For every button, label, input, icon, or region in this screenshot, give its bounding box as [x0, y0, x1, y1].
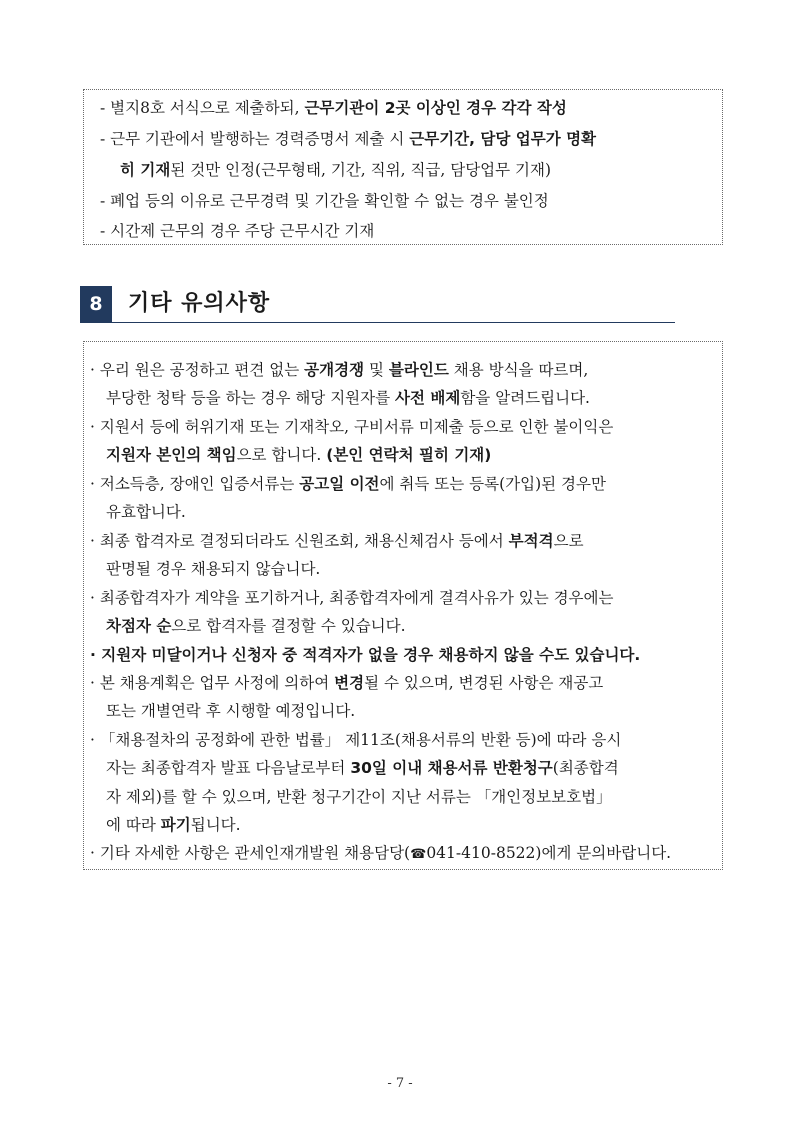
- text: 및: [364, 361, 389, 379]
- box1-line-3: [120, 160, 551, 180]
- text: 에 취득 또는 등록(가입)된 경우만: [379, 475, 606, 493]
- box1-line-1: [100, 98, 567, 118]
- note-2-line-1: · 지원서 등에 허위기재 또는 기재착오, 구비서류 미제출 등으로 인한 불이익은: [90, 418, 614, 436]
- text: 채용 방식을 따르며,: [448, 361, 589, 379]
- text: · 본 채용계획은 업무 사정에 의하여: [90, 674, 335, 692]
- note-8-line-4: [106, 815, 241, 835]
- text: · 저소득층, 장애인 입증서류는: [90, 475, 300, 493]
- note-9: [90, 843, 671, 865]
- page-number: - 7 -: [387, 1076, 413, 1091]
- note-3-line-1: [90, 474, 606, 494]
- note-5-line-1: · 최종합격자가 계약을 포기하거나, 최종합격자에게 결격사유가 있는 경우에는: [90, 589, 614, 607]
- text: (최종합격: [552, 759, 619, 777]
- text: 함을 알려드립니다.: [460, 389, 590, 407]
- text: 됩니다.: [190, 816, 241, 834]
- emphasis: 블라인드: [388, 361, 449, 379]
- phone-number: 041-410-8522: [426, 844, 536, 862]
- note-2-line-2: [106, 445, 491, 465]
- text: 에 따라: [106, 816, 161, 834]
- emphasis: 사전 배제: [395, 389, 461, 407]
- emphasis: 파기: [160, 816, 191, 834]
- section-title: 기타 유의사항: [128, 291, 271, 316]
- emphasis: 지원자 본인의 책임: [106, 446, 237, 464]
- emphasis: 히 기재: [120, 161, 171, 179]
- text: - 별지8호 서식으로 제출하되,: [100, 99, 305, 117]
- note-7-line-2: 또는 개별연락 후 시행할 예정입니다.: [106, 702, 356, 720]
- box1-line-5: - 시간제 근무의 경우 주당 근무시간 기재: [100, 222, 375, 240]
- note-5-line-2: [106, 616, 406, 636]
- text: · 기타 자세한 사항은 관세인재개발원 채용담당(: [90, 844, 411, 862]
- note-4-line-1: [90, 531, 584, 551]
- emphasis: 공고일 이전: [299, 475, 380, 493]
- emphasis: (본인 연락처 필히 기재): [326, 446, 492, 464]
- note-1-line-1: [90, 360, 588, 380]
- note-4-line-2: 판명될 경우 채용되지 않습니다.: [106, 560, 321, 578]
- section-number-badge: 8: [80, 286, 112, 322]
- text: - 근무 기관에서 발행하는 경력증명서 제출 시: [100, 130, 410, 148]
- note-6: [90, 645, 640, 665]
- section-divider: [80, 322, 675, 323]
- note-8-line-3: 자 제외)를 할 수 있으며, 반환 청구기간이 지난 서류는 「개인정보보호법」: [106, 788, 612, 806]
- note-1-line-2: [106, 388, 590, 408]
- box1-line-4: - 폐업 등의 이유로 근무경력 및 기간을 확인할 수 없는 경우 불인정: [100, 192, 549, 210]
- note-3-line-2: 유효합니다.: [106, 503, 186, 521]
- text: 으로: [553, 532, 584, 550]
- emphasis: 30일 이내 채용서류 반환청구: [350, 759, 553, 777]
- box1-line-2: [100, 129, 596, 149]
- emphasis: 공개경쟁: [304, 361, 365, 379]
- emphasis: 변경: [334, 674, 365, 692]
- text: 으로 합니다.: [236, 446, 327, 464]
- phone-icon: ☎: [410, 847, 427, 862]
- emphasis: 부적격: [508, 532, 554, 550]
- notice-box-top: [83, 89, 723, 245]
- note-7-line-1: [90, 673, 603, 693]
- emphasis: 근무기관이 2곳 이상인 경우 각각 작성: [304, 99, 567, 117]
- note-8-line-2: [106, 758, 619, 778]
- text: 으로 합격자를 결정할 수 있습니다.: [171, 617, 406, 635]
- notes-box: [83, 341, 723, 870]
- emphasis: 근무기간, 담당 업무가 명확: [409, 130, 597, 148]
- text: 자는 최종합격자 발표 다음날로부터: [106, 759, 351, 777]
- text: 부당한 청탁 등을 하는 경우 해당 지원자를: [106, 389, 396, 407]
- text: · 우리 원은 공정하고 편견 없는: [90, 361, 305, 379]
- text: 될 수 있으며, 변경된 사항은 재공고: [364, 674, 604, 692]
- text: · 최종 합격자로 결정되더라도 신원조회, 채용신체검사 등에서: [90, 532, 509, 550]
- text: 된 것만 인정(근무형태, 기간, 직위, 직급, 담당업무 기재): [170, 161, 552, 179]
- emphasis: 차점자 순: [106, 617, 172, 635]
- note-8-line-1: · 「채용절차의 공정화에 관한 법률」 제11조(채용서류의 반환 등)에 따라 응시: [90, 731, 622, 749]
- text: )에게 문의바랍니다.: [535, 844, 672, 862]
- emphasis: · 지원자 미달이거나 신청자 중 적격자가 없을 경우 채용하지 않을 수도 있습니다.: [90, 646, 641, 664]
